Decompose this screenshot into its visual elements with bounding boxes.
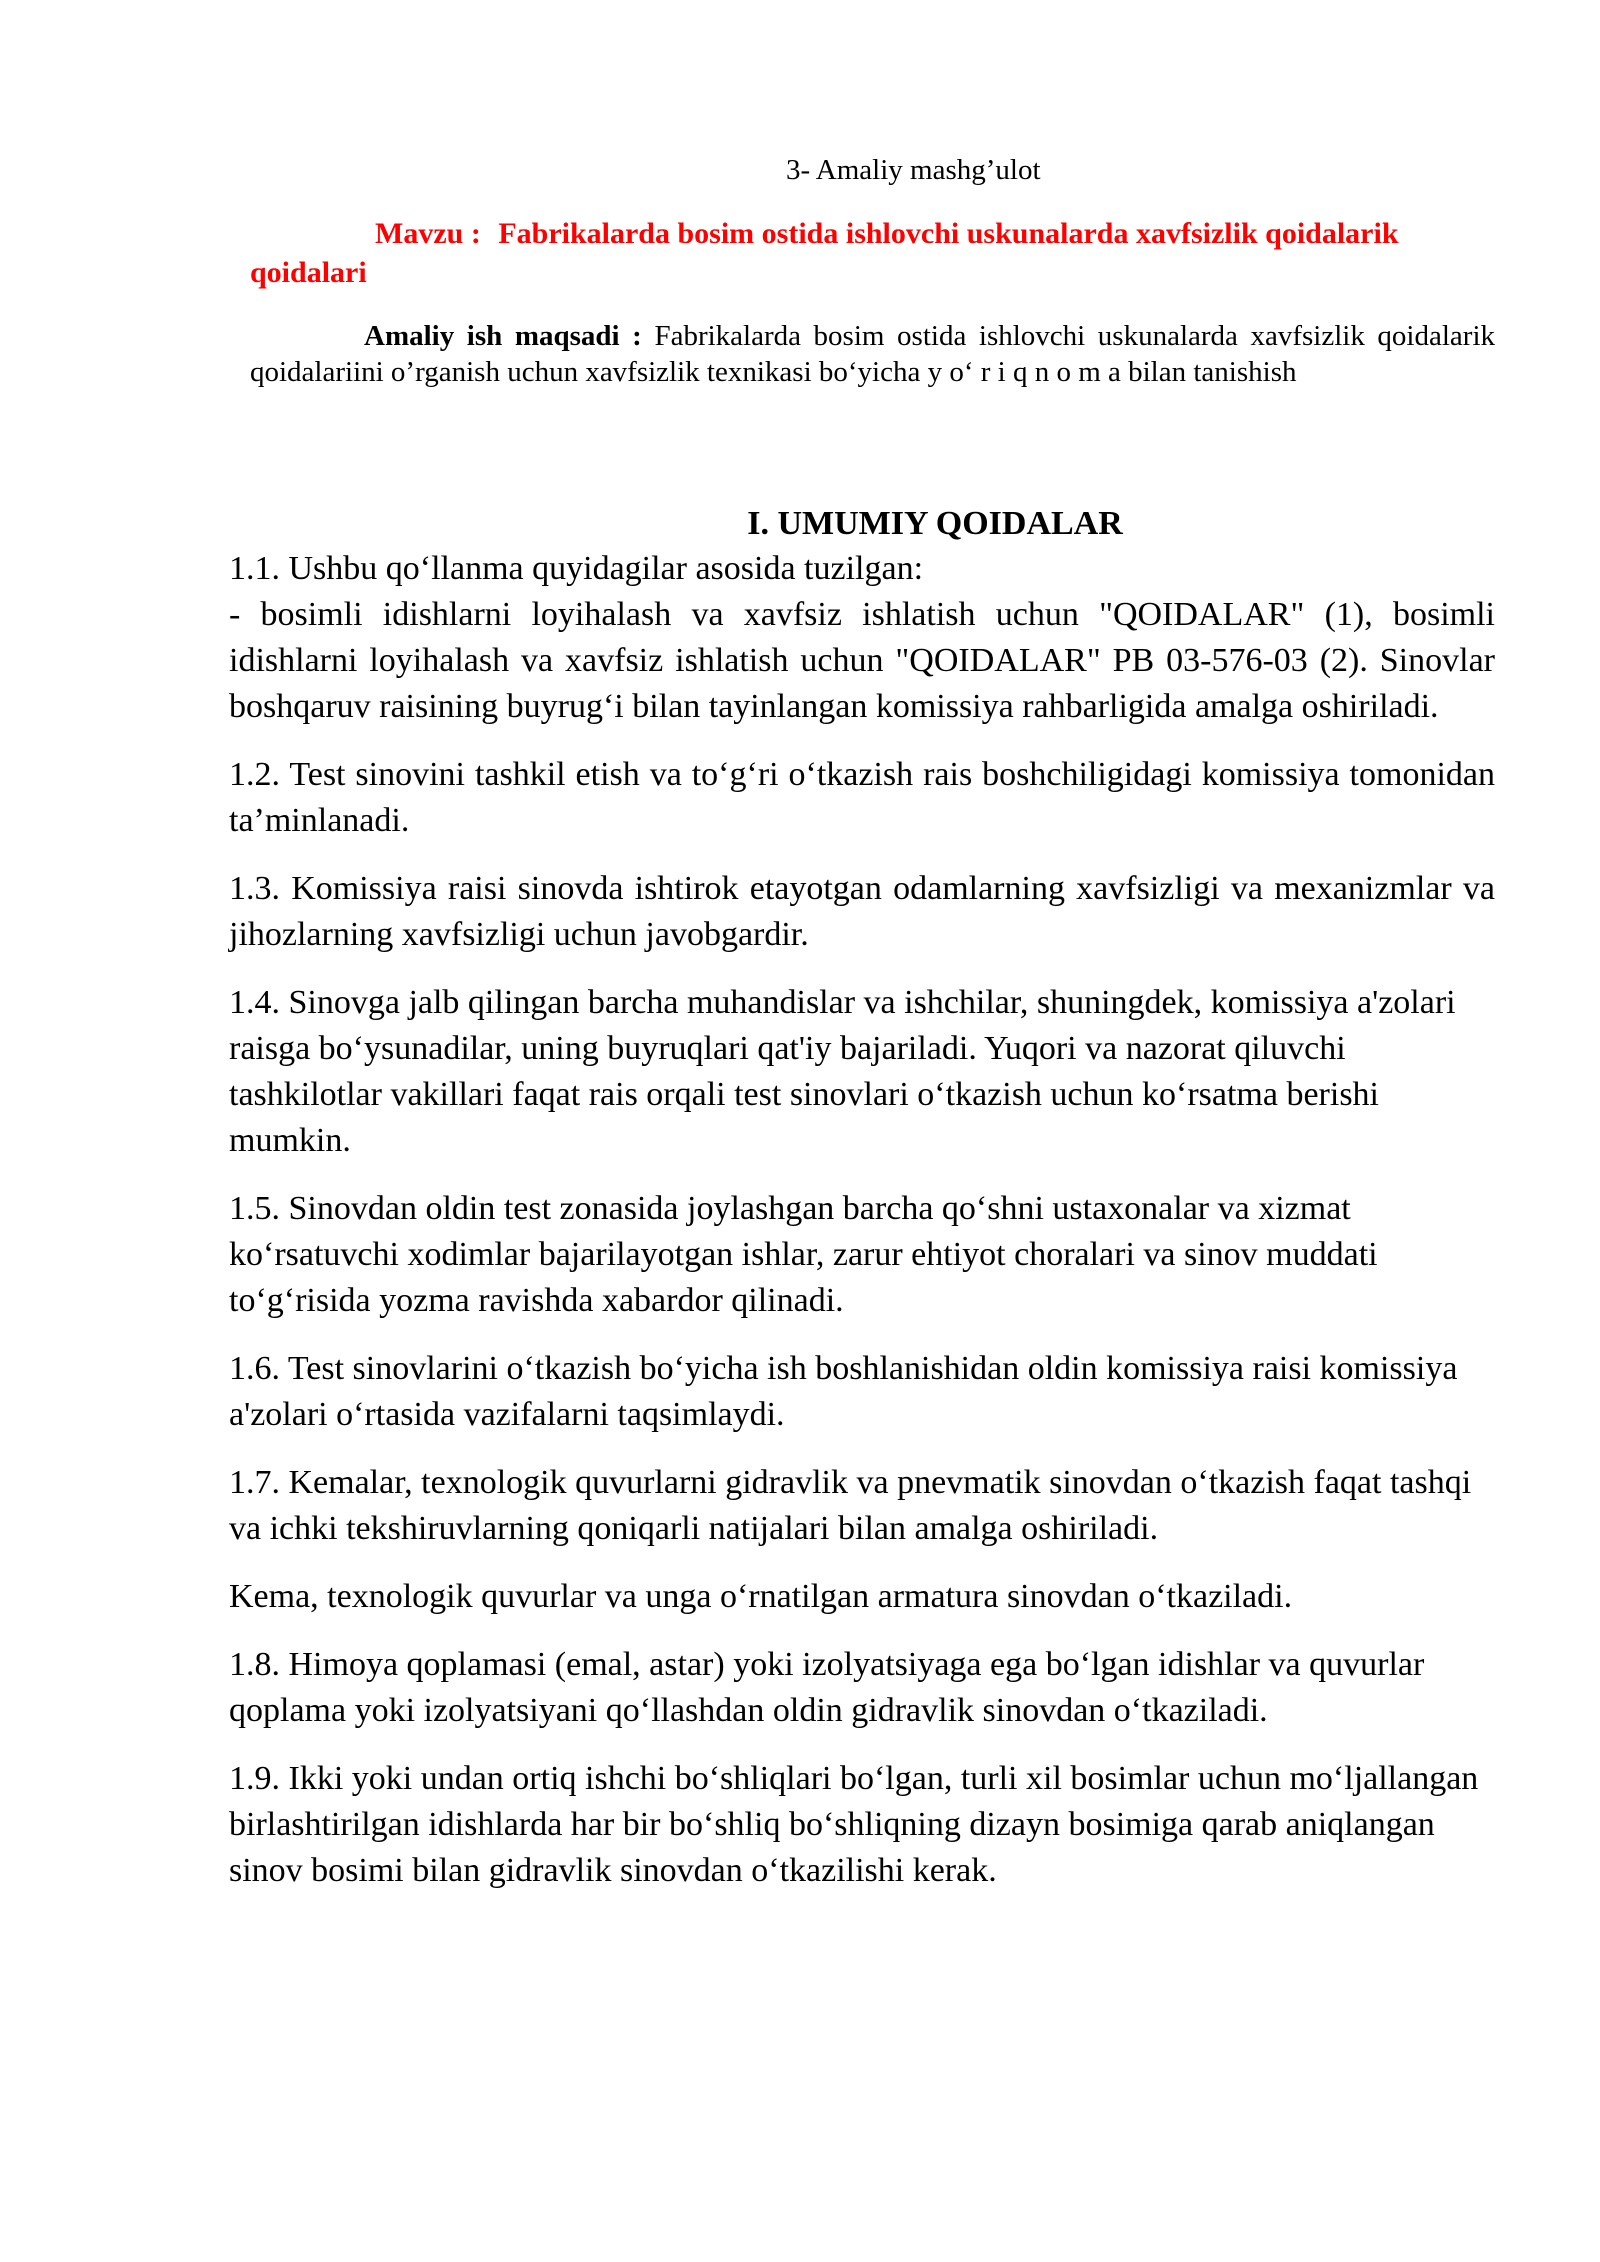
paragraph-1-8: 1.8. Himoya qoplamasi (emal, astar) yoki izolyatsiyaga ega bo‘lgan idishlar va quvurlar qoplama yoki izolyatsiyani qo‘llashdan oldin gidravlik sinovdan o‘tkaziladi. (229, 1646, 1425, 1729)
paragraph-1-1: 1.1. Ushbu qo‘llanma quyidagilar asosida tuzilgan: (229, 550, 924, 587)
paragraph-1-7-b: Kema, texnologik quvurlar va unga o‘rnatilgan armatura sinovdan o‘tkaziladi. (229, 1578, 1293, 1615)
goal-paragraph (250, 318, 1495, 390)
topic-label: Mavzu : (375, 217, 481, 250)
goal-text: Fabrikalarda bosim ostida ishlovchi uskunalarda xavfsizlik qoidalarik qoidalariini o’rganish uchun xavfsizlik texnikasi bo‘yicha y o‘ r i q n o m a bilan tanishish (250, 320, 1496, 388)
paragraph-1-4: 1.4. Sinovga jalb qilingan barcha muhandislar va ishchilar, shuningdek, komissiya a'zolari raisga bo‘ysunadilar, uning buyruqlari qat'iy bajariladi. Yuqori va nazorat qiluvchi tashkilotlar vakillari faqat rais orqali test sinovlari o‘tkazish uchun ko‘rsatma berishi mumkin. (229, 984, 1456, 1159)
paragraph-1-5: 1.5. Sinovdan oldin test zonasida joylashgan barcha qo‘shni ustaxonalar va xizmat ko‘rsatuvchi xodimlar bajarilayotgan ishlar, zarur ehtiyot choralari va sinov muddati to‘g‘risida yozma ravishda xabardor qilinadi. (229, 1190, 1378, 1319)
paragraph-1-6: 1.6. Test sinovlarini o‘tkazish bo‘yicha ish boshlanishidan oldin komissiya raisi komissiya a'zolari o‘rtasida vazifalarni taqsimlaydi. (229, 1350, 1458, 1433)
paragraph-1-9: 1.9. Ikki yoki undan ortiq ishchi bo‘shliqlari bo‘lgan, turli xil bosimlar uchun mo‘ljallangan birlashtirilgan idishlarda har bir bo‘shliq bo‘shliqning dizayn bosimiga qarab aniqlangan sinov bosimi bilan gidravlik sinovdan o‘tkazilishi kerak. (229, 1760, 1479, 1889)
section-title: I. UMUMIY QOIDALAR (747, 505, 1123, 542)
goal-label: Amaliy ish maqsadi : (364, 320, 642, 352)
paragraph-1-1-list: - bosimli idishlarni loyihalash va xavfsiz ishlatish uchun "QOIDALAR" (1), bosimli idishlarni loyihalash va xavfsiz ishlatish uchun "QOIDALAR" PB 03-576-03 (2). Sinovlar boshqaruv raisining buyrug‘i bilan tayinlangan komissiya rahbarligida amalga oshiriladi. (229, 596, 1495, 725)
practical-title: 3- Amaliy mashg’ulot (786, 154, 1041, 186)
paragraph-1-2: 1.2. Test sinovini tashkil etish va to‘g‘ri o‘tkazish rais boshchiligidagi komissiya tomonidan ta’minlanadi. (229, 756, 1495, 839)
topic-heading (250, 214, 1495, 292)
document-body (229, 546, 1495, 1894)
topic-text: Fabrikalarda bosim ostida ishlovchi uskunalarda xavfsizlik qoidalarik qoidalari (250, 217, 1399, 289)
paragraph-1-3: 1.3. Komissiya raisi sinovda ishtirok etayotgan odamlarning xavfsizligi va mexanizmlar va jihozlarning xavfsizligi uchun javobgardir. (229, 870, 1495, 953)
paragraph-1-7: 1.7. Kemalar, texnologik quvurlarni gidravlik va pnevmatik sinovdan o‘tkazish faqat tashqi va ichki tekshiruvlarning qoniqarli natijalari bilan amalga oshiriladi. (229, 1464, 1472, 1547)
